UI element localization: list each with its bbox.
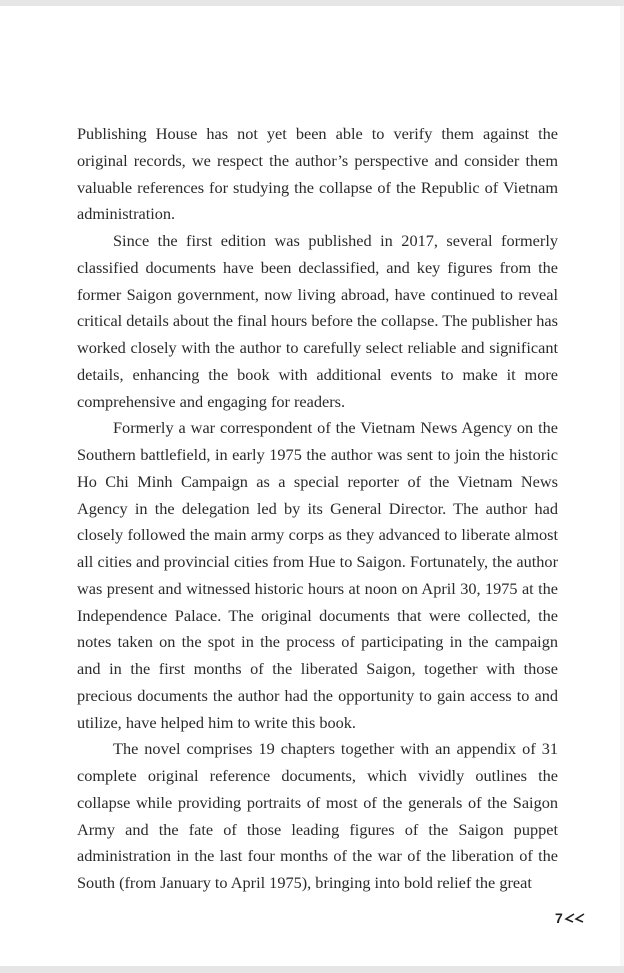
paragraph-4: The novel comprises 19 chapters together with an appendix of 31 complete original reference documents, which vividly outlines the collapse while providing portraits of most of the generals of the Saigon Army and the fate of those leading figures of the Saigon puppet administration in the last four months of the war of the liberation of the South (from January to April 1975), bringing into bold relief the great xyxy=(77,739,558,892)
double-chevron-left-icon xyxy=(564,912,575,924)
book-page xyxy=(0,6,624,966)
page-edge xyxy=(620,6,624,966)
paragraph-1: Publishing House has not yet been able to verify them against the original records, we respect the author’s perspective and consider them valuable references for studying the collapse of the Republic of Vietnam administration. xyxy=(77,124,558,224)
paragraph-3: Formerly a war correspondent of the Vietnam News Agency on the Southern battlefield, in early 1975 the author was sent to join the historic Ho Chi Minh Campaign as a special reporter of the Vietnam News Agency in the delegation led by its General Director. The author had closely followed the main army corps as they advanced to liberate almost all cities and provincial cities from Hue to Saigon. Fortunately, the author was present and witnessed historic hours at noon on April 30, 1975 at the Independence Palace. The original documents that were collected, the notes taken on the spot in the process of participating in the campaign and in the first months of the liberated Saigon, together with those precious documents the author had the opportunity to gain access to and utilize, have helped him to write this book. xyxy=(77,418,558,732)
page-number-folio xyxy=(555,910,575,926)
page-number: 7 xyxy=(555,910,563,926)
body-text xyxy=(77,121,558,897)
paragraph-2: Since the first edition was published in 2017, several formerly classified documents have been declassified, and key figures from the former Saigon government, now living abroad, have continued to reveal critical details about the final hours before the collapse. The publisher has worked closely with the author to carefully select reliable and significant details, enhancing the book with additional events to make it more comprehensive and engaging for readers. xyxy=(77,231,558,411)
